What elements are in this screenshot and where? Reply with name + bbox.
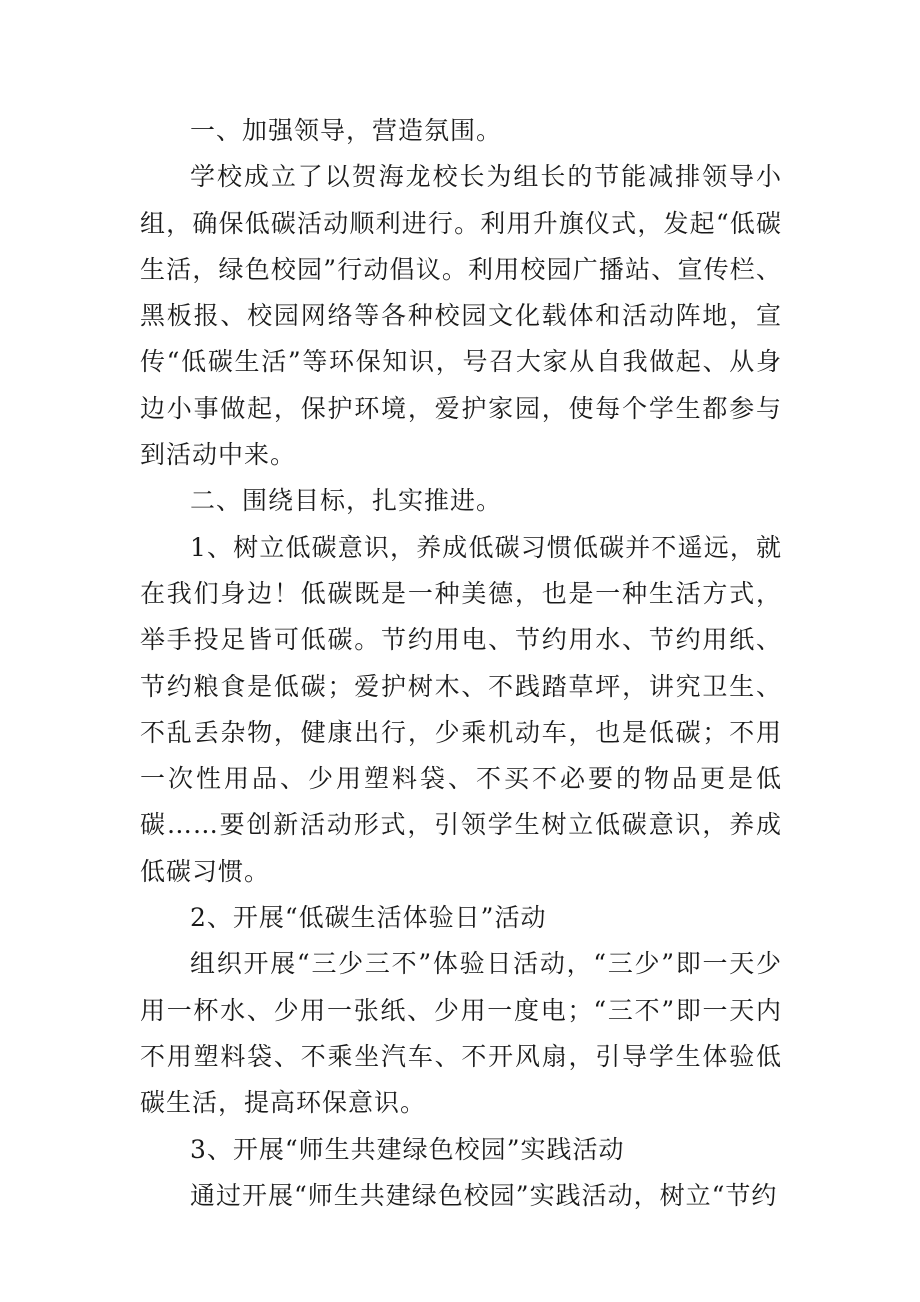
document-body <box>140 108 782 1219</box>
paragraph-low-carbon-awareness: 1、树立低碳意识，养成低碳习惯低碳并不遥远，就在我们身边！低碳既是一种美德，也是一种生活方式，举手投足皆可低碳。节约用电、节约用水、节约用纸、节约粮食是低碳；爱护树木、不践踏草坪，讲究卫生、不乱丢杂物，健康出行，少乘机动车，也是低碳；不用一次性用品、少用塑料袋、不买不必要的物品更是低碳……要创新活动形式，引领学生树立低碳意识，养成低碳习惯。 <box>140 532 782 886</box>
section-heading-1: 一、加强领导，营造氛围。 <box>190 116 503 145</box>
subheading-green-campus: 3、开展“师生共建绿色校园”实践活动 <box>190 1134 625 1164</box>
paragraph-experience-day: 组织开展“三少三不”体验日活动，“三少”即一天少用一杯水、少用一张纸、少用一度电；“三不”即一天内不用塑料袋、不乘坐汽车、不开风扇，引导学生体验低碳生活，提高环保意识。 <box>140 949 782 1118</box>
paragraph-green-campus: 通过开展“师生共建绿色校园”实践活动，树立“节约 <box>190 1180 778 1210</box>
section-heading-2: 二、围绕目标，扎实推进。 <box>190 486 503 516</box>
paragraph-leadership: 学校成立了以贺海龙校长为组长的节能减排领导小组，确保低碳活动顺利进行。利用升旗仪式，发起“低碳生活，绿色校园”行动倡议。利用校园广播站、宣传栏、黑板报、校园网络等各种校园文化载体和活动阵地，宣传“低碳生活”等环保知识，号召大家从自我做起、从身边小事做起，保护环境，爱护家园，使每个学生都参与到活动中来。 <box>140 162 782 470</box>
subheading-experience-day: 2、开展“低碳生活体验日”活动 <box>190 903 547 933</box>
